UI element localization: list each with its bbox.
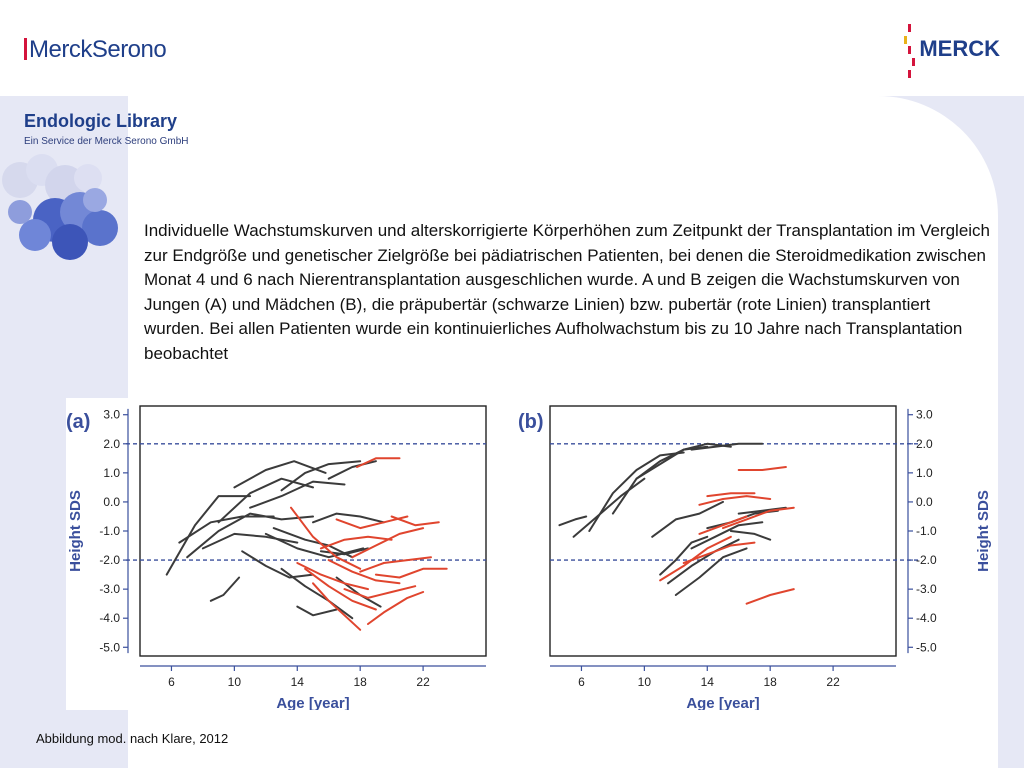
footer-citation: Abbildung mod. nach Klare, 2012 [36, 731, 229, 746]
y-axis-label-b: Height SDS [975, 490, 992, 572]
y-tick-label-a-3: 0.0 [103, 494, 120, 509]
x-axis-label-b: Age [year] [686, 695, 760, 710]
figure-caption: Individuelle Wachstumskurven und alterskorrigierte Körperhöhen zum Zeitpunkt der Transplantation im Vergleich zur Endgröße und genetischer Zielgröße bei pädiatrischen Patienten, bei denen die Steroidmedikation zwischen Monat 4 und 6 nach Nierentransplantation ausgeschlichen wurde. A und B zeigen die Wachstumskurven von Jungen (A) und Mädchen (B), die präpubertär (schwarze Linien) bzw. pubertär (rote Linien) transplantiert wurden. Bei allen Patienten wurde ein kontinuierliches Aufholwachstum bis zu 10 Jahre nach Transplantation beobachtet [144, 221, 991, 363]
growth-charts [66, 398, 996, 710]
panel-label-b: (b) [518, 411, 544, 433]
library-title: Endologic Library [24, 111, 178, 131]
panel-label-a: (a) [66, 411, 91, 433]
x-tick-label-b-3: 18 [763, 675, 777, 689]
merck-logo: MERCK [919, 36, 1000, 61]
y-axis-label-a: Height SDS [67, 490, 84, 572]
x-tick-label-a-0: 6 [168, 675, 175, 689]
left-logo-text: MerckSerono [29, 36, 167, 63]
y-tick-label-a-2: 1.0 [103, 465, 120, 480]
y-tick-label-a-6: -3.0 [99, 582, 120, 597]
y-tick-label-b-0: 3.0 [916, 407, 933, 422]
y-tick-label-a-5: -2.0 [99, 553, 120, 568]
x-tick-label-a-3: 18 [353, 675, 367, 689]
y-tick-label-a-8: -5.0 [99, 640, 120, 655]
y-tick-label-b-4: -1.0 [916, 524, 937, 538]
y-tick-label-a-1: 2.0 [103, 436, 120, 451]
y-tick-label-b-3: 0.0 [916, 494, 933, 509]
y-tick-label-b-7: -4.0 [916, 611, 937, 626]
y-tick-label-b-1: 2.0 [916, 436, 933, 451]
logo-accent-icon [24, 38, 27, 60]
x-tick-label-a-2: 14 [290, 675, 304, 689]
x-tick-label-b-1: 10 [637, 675, 652, 689]
y-tick-label-b-5: -2.0 [916, 553, 937, 568]
y-tick-label-a-4: -1.0 [99, 524, 120, 538]
x-axis-label-a: Age [year] [276, 695, 350, 710]
y-tick-label-b-2: 1.0 [916, 465, 933, 480]
y-tick-label-b-6: -3.0 [916, 582, 937, 597]
x-tick-label-b-2: 14 [700, 675, 714, 689]
protein-illustration-icon [0, 150, 140, 270]
x-tick-label-a-1: 10 [227, 675, 242, 689]
figure-area [66, 398, 996, 710]
x-tick-label-b-0: 6 [578, 675, 585, 689]
x-tick-label-a-4: 22 [416, 675, 430, 689]
merck-mark-icon [904, 24, 916, 78]
x-tick-label-b-4: 22 [826, 675, 840, 689]
library-subtitle: Ein Service der Merck Serono GmbH [24, 136, 189, 147]
y-tick-label-a-0: 3.0 [103, 407, 120, 422]
y-tick-label-a-7: -4.0 [99, 611, 120, 626]
y-tick-label-b-8: -5.0 [916, 640, 937, 655]
merck-serono-logo [24, 36, 166, 64]
